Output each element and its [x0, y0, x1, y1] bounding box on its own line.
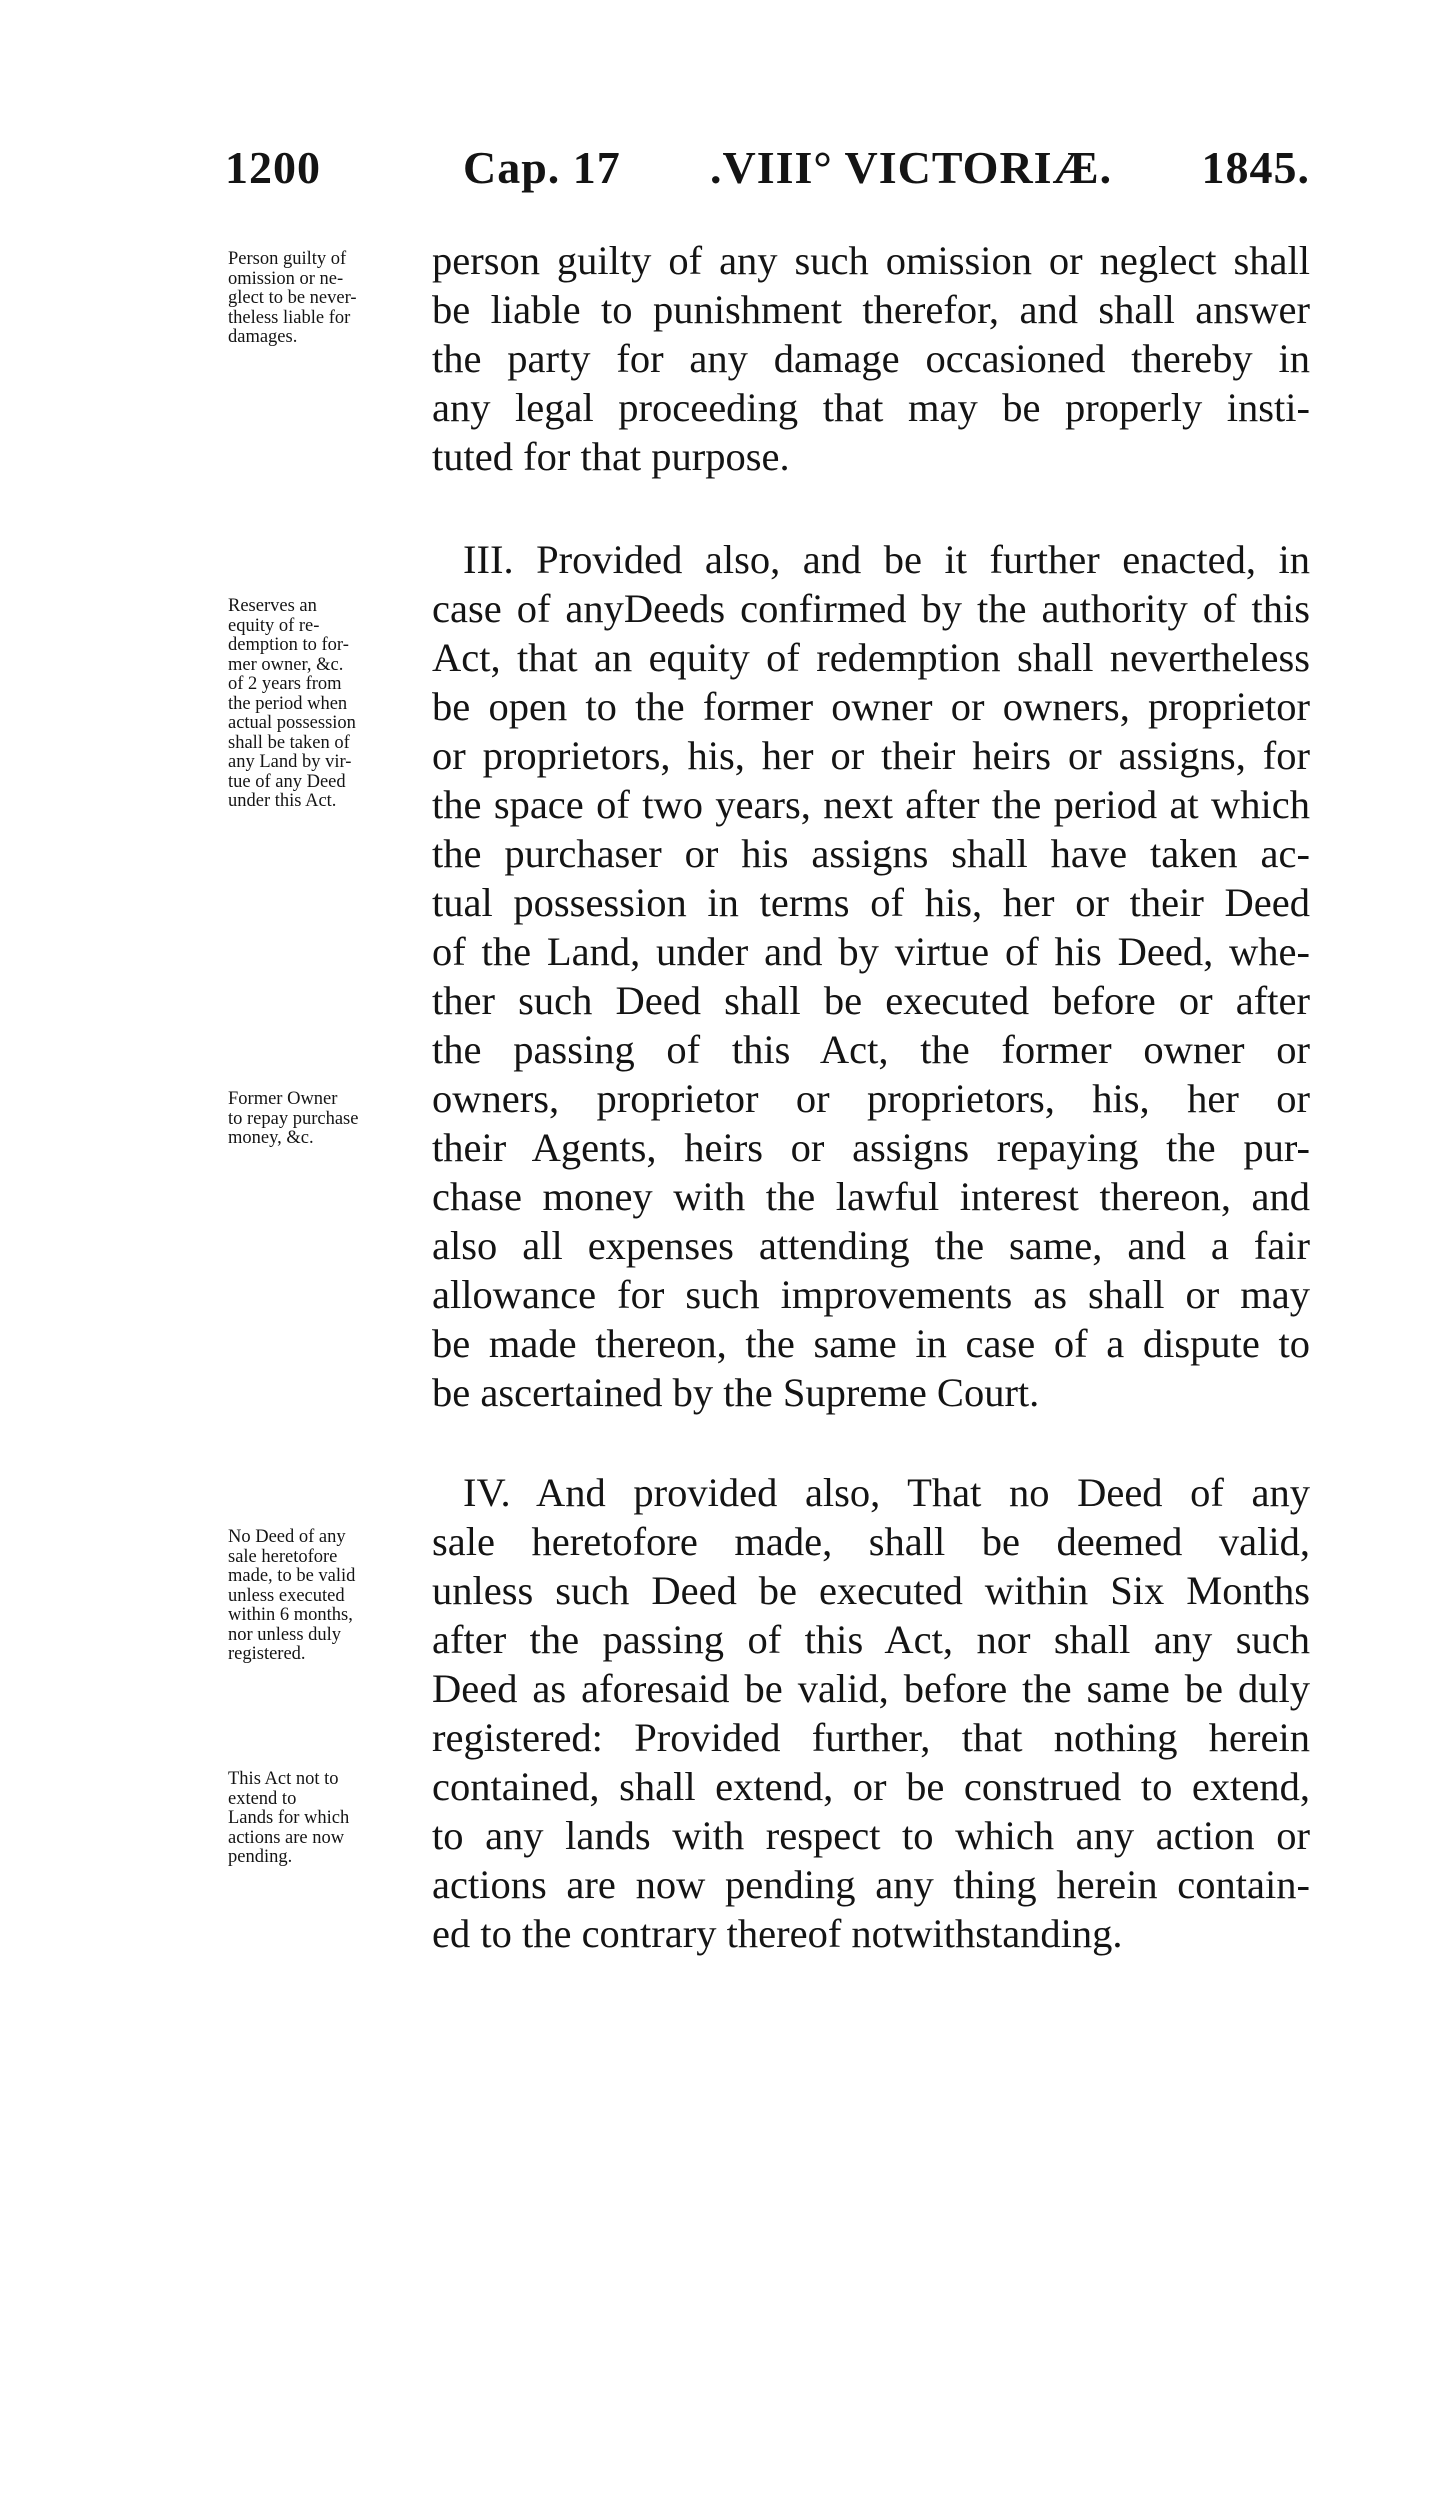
page-number: 1200: [225, 142, 321, 193]
text-line: be made thereon, the same in case of a dispute to: [432, 1321, 1310, 1366]
margin-note-line: under this Act.: [228, 791, 337, 811]
margin-note-line: Person guilty of: [228, 249, 347, 269]
text-line: be ascertained by the Supreme Court.: [432, 1370, 1040, 1415]
text-line: ther such Deed shall be executed before or after: [432, 978, 1310, 1023]
text-line: Deed as aforesaid be valid, before the same be duly: [432, 1666, 1310, 1711]
margin-note-line: registered.: [228, 1644, 306, 1664]
margin-note-line: This Act not to: [228, 1769, 339, 1789]
margin-note-line: Reserves an: [228, 596, 317, 616]
text-line: or proprietors, his, her or their heirs or assigns, for: [432, 733, 1310, 778]
margin-note-line: money, &c.: [228, 1128, 314, 1148]
text-line: sale heretofore made, shall be deemed valid,: [432, 1519, 1310, 1564]
margin-note-line: Lands for which: [228, 1808, 350, 1828]
margin-note-line: sale heretofore: [228, 1546, 338, 1567]
margin-note-line: extend to: [228, 1788, 297, 1809]
text-line: IV. And provided also, That no Deed of any: [463, 1470, 1310, 1515]
margin-note-redemption: [228, 597, 426, 812]
text-line: also all expenses attending the same, and a fair: [432, 1223, 1310, 1268]
margin-note-line: actual possession: [228, 713, 356, 733]
text-line: be liable to punishment therefor, and shall answer: [432, 287, 1310, 332]
text-line: the party for any damage occasioned thereby in: [432, 336, 1310, 381]
text-line: be open to the former owner or owners, proprietor: [432, 684, 1310, 729]
text-line: chase money with the lawful interest thereon, and: [432, 1174, 1310, 1219]
margin-note-line: damages.: [228, 327, 298, 347]
margin-note-line: demption to for-: [228, 635, 349, 655]
margin-note-line: No Deed of any: [228, 1527, 346, 1547]
regnal-year: .VIII° VICTORIÆ.: [710, 142, 1113, 193]
text-line: III. Provided also, and be it further enacted, in: [463, 537, 1310, 582]
text-line: after the passing of this Act, nor shall any such: [432, 1617, 1310, 1662]
margin-note-line: any Land by vir-: [228, 752, 352, 772]
text-line: any legal proceeding that may be properly insti-: [432, 385, 1310, 430]
margin-note-line: within 6 months,: [228, 1605, 353, 1625]
text-line: ed to the contrary thereof notwithstanding.: [432, 1911, 1123, 1956]
margin-note-deed-validity: [228, 1528, 426, 1665]
text-line: allowance for such improvements as shall or may: [432, 1272, 1310, 1317]
margin-note-line: unless executed: [228, 1585, 345, 1606]
margin-note-line: Former Owner: [228, 1089, 338, 1109]
text-line: case of anyDeeds confirmed by the authority of this: [432, 586, 1310, 631]
text-line: owners, proprietor or proprietors, his, her or: [432, 1076, 1310, 1121]
margin-note-line: the period when: [228, 693, 348, 714]
margin-note-line: omission or ne-: [228, 268, 344, 289]
text-line: of the Land, under and by virtue of his Deed, whe-: [432, 929, 1310, 974]
margin-note-line: nor unless duly: [228, 1624, 342, 1645]
margin-note-line: tue of any Deed: [228, 771, 346, 792]
margin-note-line: pending.: [228, 1847, 293, 1867]
margin-note-line: shall be taken of: [228, 732, 350, 753]
text-line: actions are now pending any thing herein contain-: [432, 1862, 1310, 1907]
text-line: the space of two years, next after the period at which: [432, 782, 1310, 827]
margin-note-line: made, to be valid: [228, 1566, 356, 1586]
margin-note-liability: [228, 250, 426, 348]
text-line: contained, shall extend, or be construed to extend,: [432, 1764, 1310, 1809]
text-line: the passing of this Act, the former owner or: [432, 1027, 1310, 1072]
margin-note-repayment: [228, 1090, 426, 1149]
text-line: to any lands with respect to which any action or: [432, 1813, 1310, 1858]
text-line: person guilty of any such omission or neglect shall: [432, 238, 1310, 283]
calendar-year: 1845.: [1201, 142, 1310, 193]
text-line: their Agents, heirs or assigns repaying the pur-: [432, 1125, 1310, 1170]
text-line: unless such Deed be executed within Six Months: [432, 1568, 1310, 1613]
text-line: Act, that an equity of redemption shall nevertheless: [432, 635, 1310, 680]
margin-note-line: to repay purchase: [228, 1108, 359, 1129]
margin-note-line: mer owner, &c.: [228, 654, 344, 675]
running-header: [225, 138, 1310, 198]
text-line: tual possession in terms of his, her or their Deed: [432, 880, 1310, 925]
margin-note-line: of 2 years from: [228, 674, 342, 694]
margin-note-line: theless liable for: [228, 307, 351, 328]
margin-note-line: glect to be never-: [228, 288, 357, 308]
text-line: registered: Provided further, that nothing herein: [432, 1715, 1310, 1760]
text-line: the purchaser or his assigns shall have taken ac-: [432, 831, 1310, 876]
text-line: tuted for that purpose.: [432, 434, 790, 479]
margin-note-line: equity of re-: [228, 615, 320, 636]
margin-note-line: actions are now: [228, 1827, 345, 1848]
margin-note-pending-actions: [228, 1770, 426, 1868]
chapter-number: Cap. 17: [463, 142, 621, 193]
